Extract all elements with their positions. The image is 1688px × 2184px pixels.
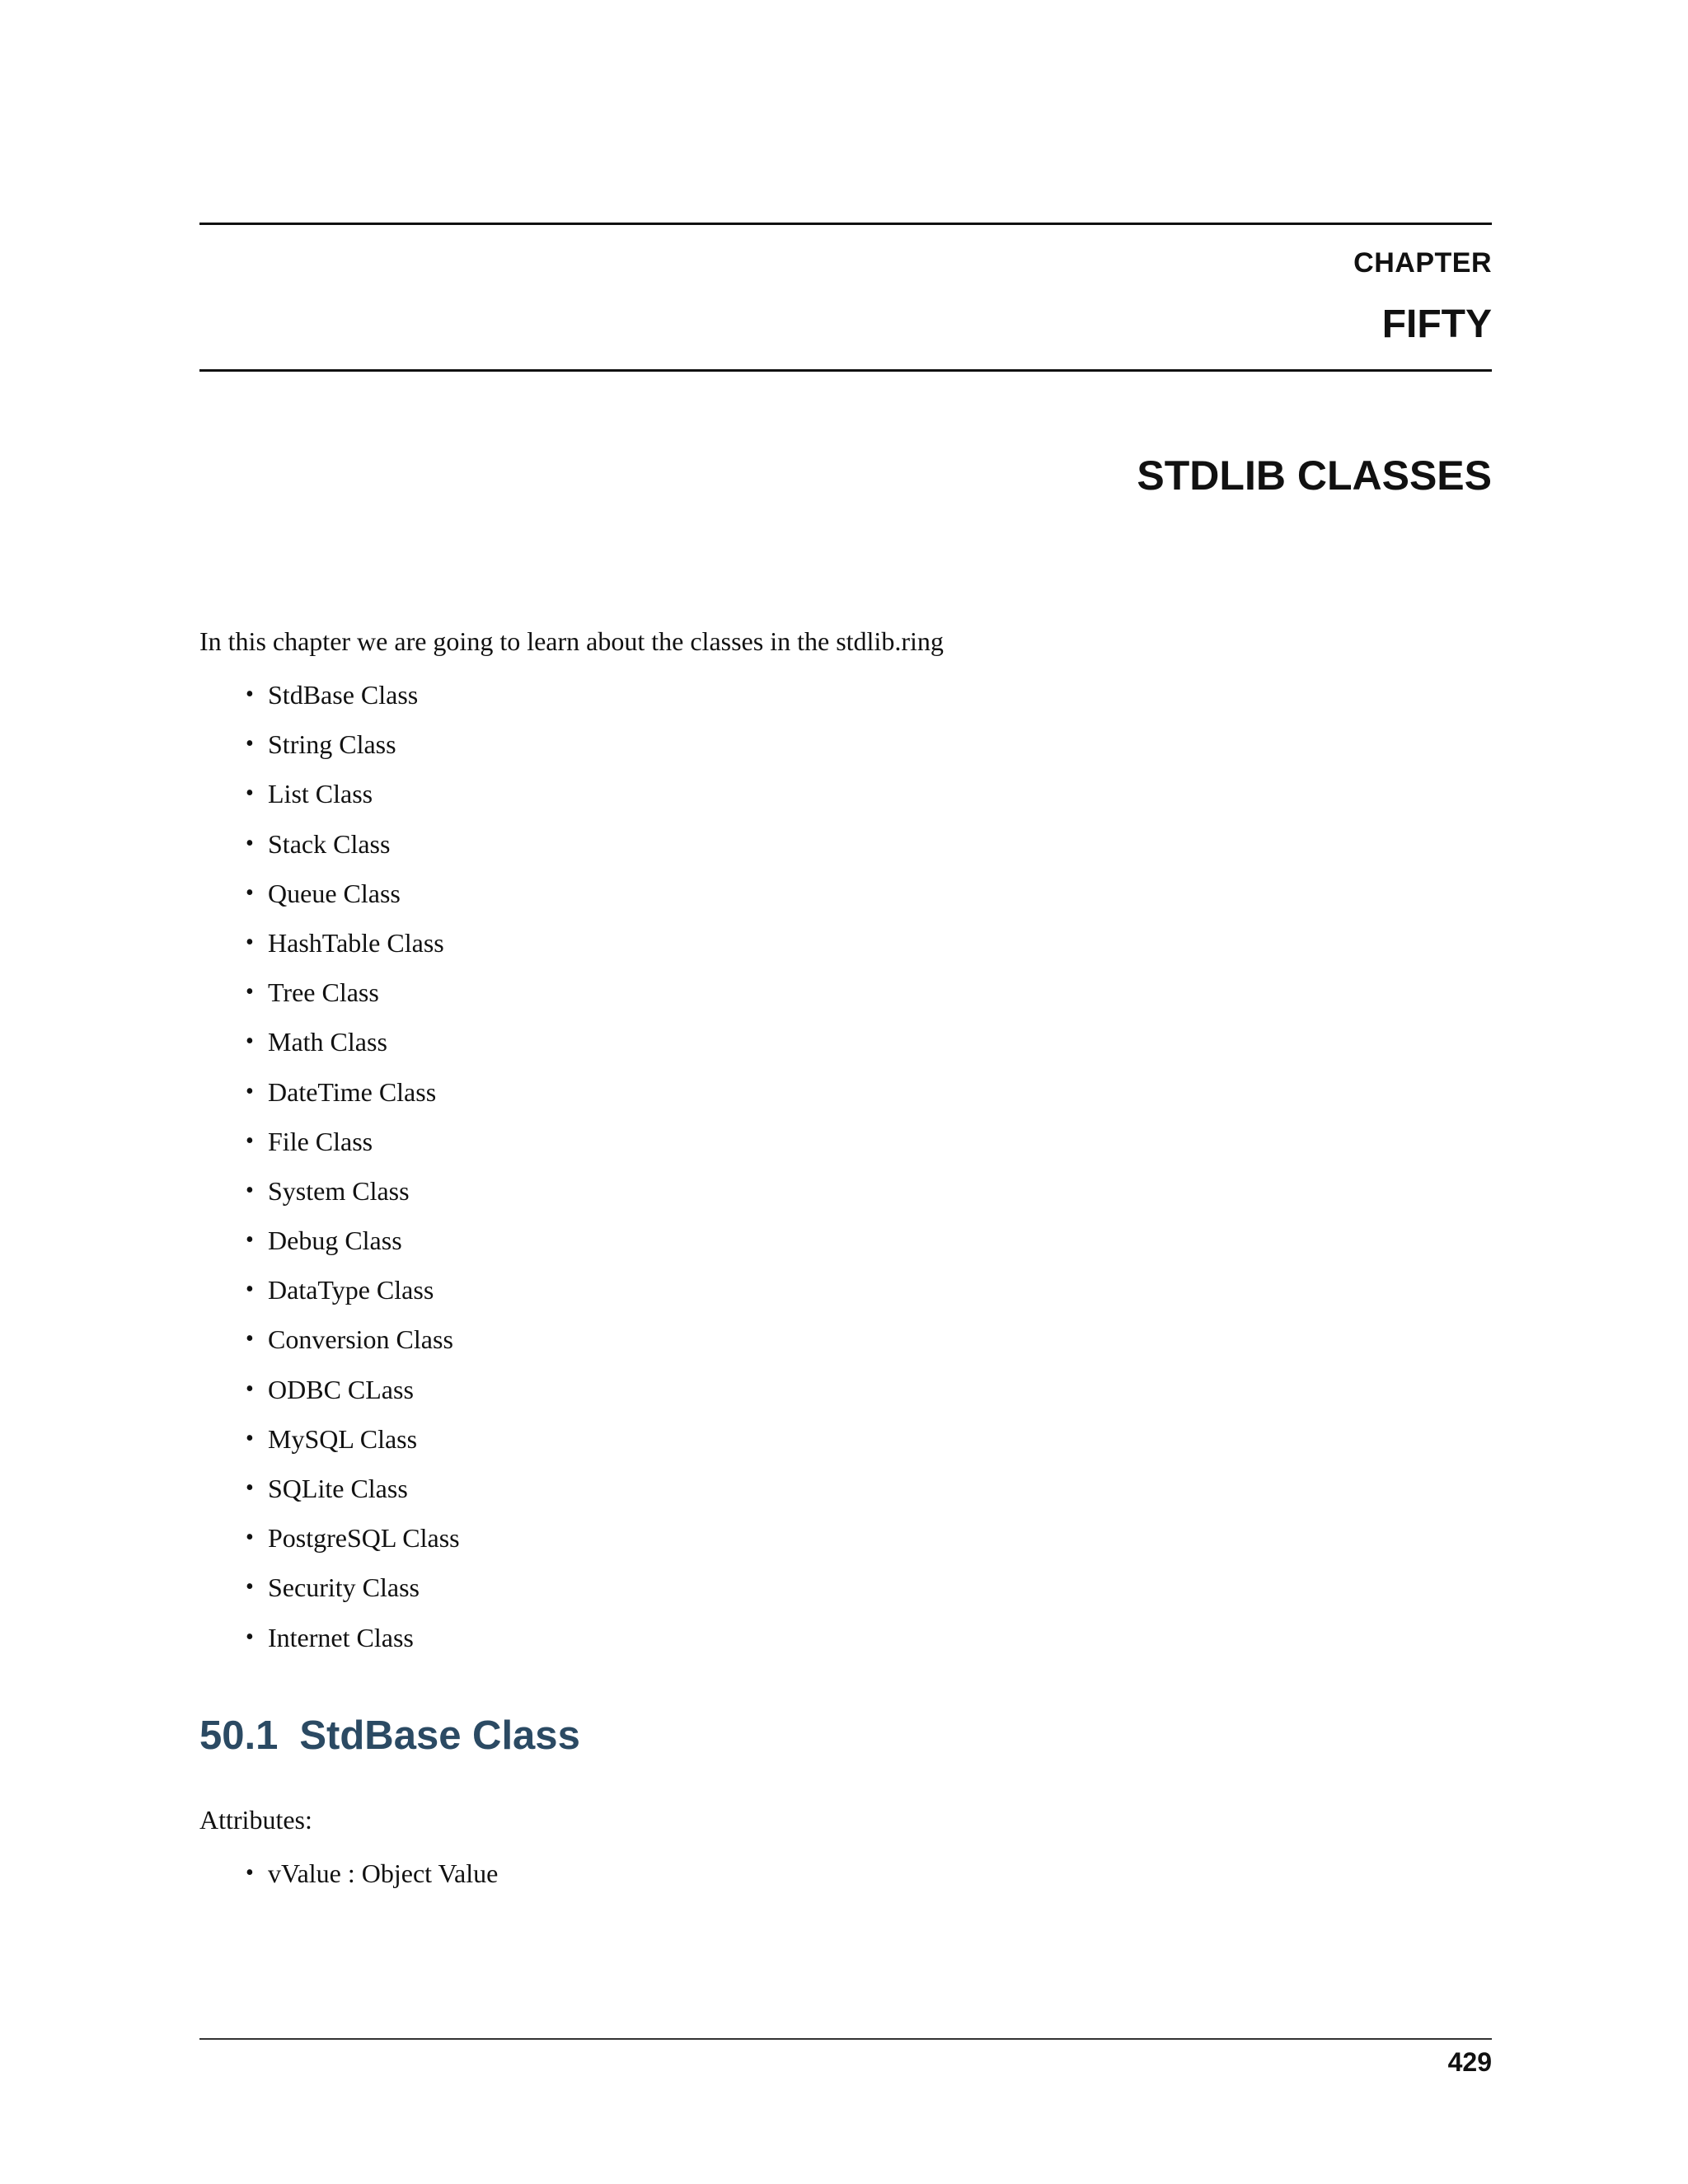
list-item-text: ODBC CLass bbox=[268, 1374, 414, 1404]
bullet: • bbox=[246, 682, 254, 707]
footer-rule bbox=[199, 2038, 1492, 2040]
bullet: • bbox=[246, 1475, 254, 1501]
list-item bbox=[199, 1021, 460, 1071]
list-item-text: Conversion Class bbox=[268, 1324, 453, 1355]
bullet: • bbox=[246, 1860, 254, 1886]
bullet: • bbox=[246, 1376, 254, 1402]
chapter-top-rule bbox=[199, 223, 1492, 225]
list-item bbox=[199, 1071, 460, 1121]
list-item bbox=[199, 922, 460, 972]
list-item-text: Stack Class bbox=[268, 828, 391, 859]
list-item bbox=[199, 1517, 460, 1567]
bullet: • bbox=[246, 979, 254, 1005]
list-item bbox=[199, 1170, 460, 1220]
bullet: • bbox=[246, 929, 254, 955]
chapter-label: CHAPTER bbox=[1353, 247, 1492, 279]
list-item bbox=[199, 1269, 460, 1319]
bullet: • bbox=[246, 1078, 254, 1104]
list-item-text: StdBase Class bbox=[268, 680, 419, 710]
bullet: • bbox=[246, 731, 254, 757]
list-item bbox=[199, 773, 460, 823]
section-heading bbox=[199, 1713, 580, 1759]
list-item-text: MySQL Class bbox=[268, 1423, 418, 1454]
list-item-text: System Class bbox=[268, 1175, 410, 1206]
section-title: StdBase Class bbox=[299, 1713, 580, 1758]
attribute-text: vValue : Object Value bbox=[268, 1858, 499, 1888]
bullet: • bbox=[246, 1326, 254, 1352]
bullet: • bbox=[246, 830, 254, 856]
list-item bbox=[199, 873, 460, 922]
list-item bbox=[199, 1418, 460, 1468]
attribute-list bbox=[199, 1853, 498, 1894]
chapter-bottom-rule bbox=[199, 369, 1492, 372]
attribute-item bbox=[199, 1853, 498, 1894]
bullet: • bbox=[246, 879, 254, 906]
list-item-text: File Class bbox=[268, 1126, 373, 1156]
list-item-text: DateTime Class bbox=[268, 1076, 437, 1107]
list-item bbox=[199, 1319, 460, 1368]
bullet: • bbox=[246, 1227, 254, 1254]
attributes-label: Attributes: bbox=[199, 1805, 312, 1835]
bullet: • bbox=[246, 1525, 254, 1551]
class-list bbox=[199, 674, 460, 1666]
bullet: • bbox=[246, 1574, 254, 1601]
list-item-text: HashTable Class bbox=[268, 927, 444, 958]
page-number: 429 bbox=[1447, 2047, 1492, 2077]
list-item-text: Debug Class bbox=[268, 1226, 402, 1256]
list-item bbox=[199, 823, 460, 873]
list-item bbox=[199, 1220, 460, 1269]
list-item bbox=[199, 1369, 460, 1418]
chapter-number: FIFTY bbox=[1381, 302, 1492, 346]
bullet: • bbox=[246, 1127, 254, 1154]
list-item bbox=[199, 972, 460, 1021]
bullet: • bbox=[246, 1029, 254, 1055]
list-item bbox=[199, 1121, 460, 1170]
list-item bbox=[199, 1468, 460, 1517]
list-item-text: DataType Class bbox=[268, 1275, 434, 1305]
list-item-text: PostgreSQL Class bbox=[268, 1523, 460, 1554]
list-item-text: Math Class bbox=[268, 1027, 387, 1057]
list-item-text: List Class bbox=[268, 779, 373, 809]
list-item-text: Tree Class bbox=[268, 977, 379, 1008]
section-number: 50.1 bbox=[199, 1713, 279, 1758]
list-item-text: Internet Class bbox=[268, 1622, 414, 1652]
list-item bbox=[199, 674, 460, 724]
chapter-title: STDLIB CLASSES bbox=[1137, 452, 1492, 499]
intro-paragraph: In this chapter we are going to learn about the classes in the stdlib.ring bbox=[199, 626, 944, 656]
bullet: • bbox=[246, 1425, 254, 1451]
bullet: • bbox=[246, 1177, 254, 1203]
list-item-text: Queue Class bbox=[268, 878, 401, 908]
list-item bbox=[199, 1567, 460, 1616]
bullet: • bbox=[246, 780, 254, 807]
list-item-text: String Class bbox=[268, 729, 396, 760]
list-item bbox=[199, 724, 460, 773]
list-item-text: Security Class bbox=[268, 1572, 420, 1603]
list-item bbox=[199, 1617, 460, 1666]
list-item-text: SQLite Class bbox=[268, 1474, 408, 1503]
bullet: • bbox=[246, 1277, 254, 1303]
bullet: • bbox=[246, 1624, 254, 1650]
